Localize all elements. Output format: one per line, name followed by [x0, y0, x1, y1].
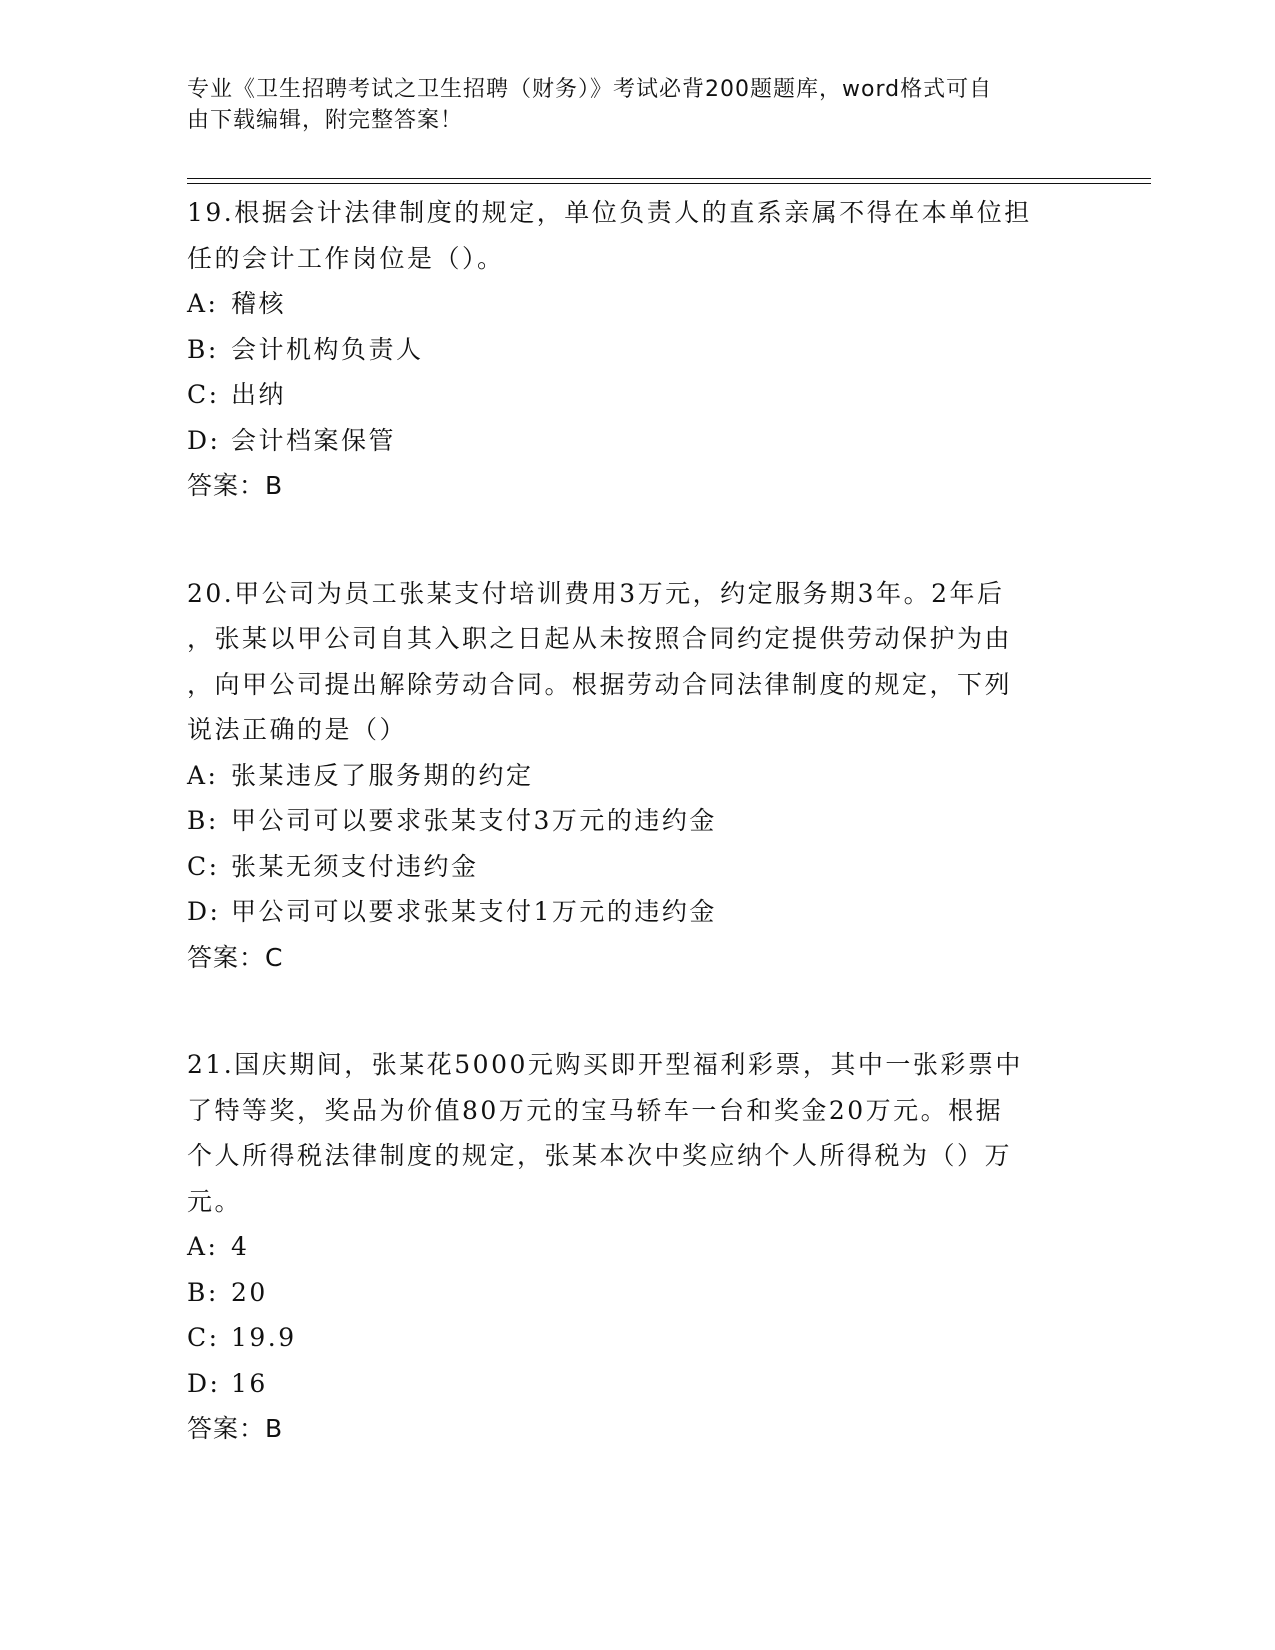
question-stem-line: 20.甲公司为员工张某支付培训费用3万元，约定服务期3年。2年后: [187, 578, 1005, 608]
question-list: [187, 190, 1087, 1514]
option-text: 16: [231, 1368, 268, 1398]
answer-line: 答案：B: [187, 471, 284, 500]
option-letter: D:: [187, 1368, 221, 1398]
question-stem-line: 元。: [187, 1186, 243, 1216]
question-21: [187, 1042, 1087, 1452]
option-b: [187, 798, 1087, 844]
option-letter: B:: [187, 1277, 219, 1307]
answer-line: 答案：C: [187, 942, 284, 972]
option-letter: A:: [187, 760, 219, 790]
option-text: 20: [231, 1277, 268, 1307]
option-text: 4: [231, 1232, 250, 1261]
question-stem: [187, 571, 1087, 753]
option-letter: A:: [187, 1232, 219, 1261]
option-letter: C:: [187, 851, 220, 881]
option-a: [187, 753, 1087, 799]
option-text: 甲公司可以要求张某支付3万元的违约金: [231, 806, 717, 835]
option-text: 稽核: [231, 289, 287, 318]
answer-line: 答案：B: [187, 1414, 284, 1443]
option-text: 19.9: [231, 1323, 297, 1352]
option-a: [187, 281, 1087, 327]
question-stem-line: 了特等奖，奖品为价值80万元的宝马轿车一台和奖金20万元。根据: [187, 1095, 1004, 1125]
document-header: [187, 74, 1067, 136]
option-letter: B:: [187, 334, 219, 364]
option-a: [187, 1224, 1087, 1270]
option-d: [187, 418, 1087, 464]
option-text: 张某无须支付违约金: [231, 851, 479, 881]
option-letter: C:: [187, 1323, 220, 1352]
header-line-1: 专业《卫生招聘考试之卫生招聘（财务）》考试必背200题题库，word格式可自: [187, 77, 993, 102]
header-line-2: 由下载编辑，附完整答案！: [187, 108, 464, 133]
question-stem-line: 19.根据会计法律制度的规定，单位负责人的直系亲属不得在本单位担: [187, 198, 1032, 227]
option-letter: A:: [187, 289, 219, 318]
option-text: 出纳: [231, 380, 287, 409]
option-c: [187, 844, 1087, 890]
option-text: 张某违反了服务期的约定: [231, 760, 534, 790]
question-stem-line: 个人所得税法律制度的规定，张某本次中奖应纳个人所得税为（）万: [187, 1141, 1013, 1170]
question-20: [187, 571, 1087, 981]
option-letter: D:: [187, 425, 221, 455]
question-stem-line: ，张某以甲公司自其入职之日起从未按照合同约定提供劳动保护为由: [187, 624, 1013, 653]
question-stem: [187, 1042, 1087, 1224]
option-letter: C:: [187, 380, 220, 409]
question-stem-line: 说法正确的是（）: [187, 715, 408, 744]
question-stem: [187, 190, 1087, 281]
question-stem-line: 21.国庆期间，张某花5000元购买即开型福利彩票，其中一张彩票中: [187, 1050, 1023, 1079]
header-divider-top: [187, 178, 1151, 179]
option-d: [187, 1361, 1087, 1407]
option-letter: D:: [187, 897, 221, 926]
option-b: [187, 327, 1087, 373]
option-text: 会计机构负责人: [231, 334, 424, 364]
option-text: 会计档案保管: [231, 425, 397, 455]
header-divider-bottom: [187, 183, 1151, 184]
question-stem-line: ，向甲公司提出解除劳动合同。根据劳动合同法律制度的规定，下列: [187, 669, 1013, 699]
question-19: [187, 190, 1087, 509]
option-d: [187, 889, 1087, 935]
question-stem-line: 任的会计工作岗位是（）。: [187, 243, 505, 273]
option-c: [187, 1315, 1087, 1361]
option-letter: B:: [187, 806, 219, 835]
option-text: 甲公司可以要求张某支付1万元的违约金: [231, 897, 717, 926]
option-c: [187, 372, 1087, 418]
option-b: [187, 1270, 1087, 1316]
